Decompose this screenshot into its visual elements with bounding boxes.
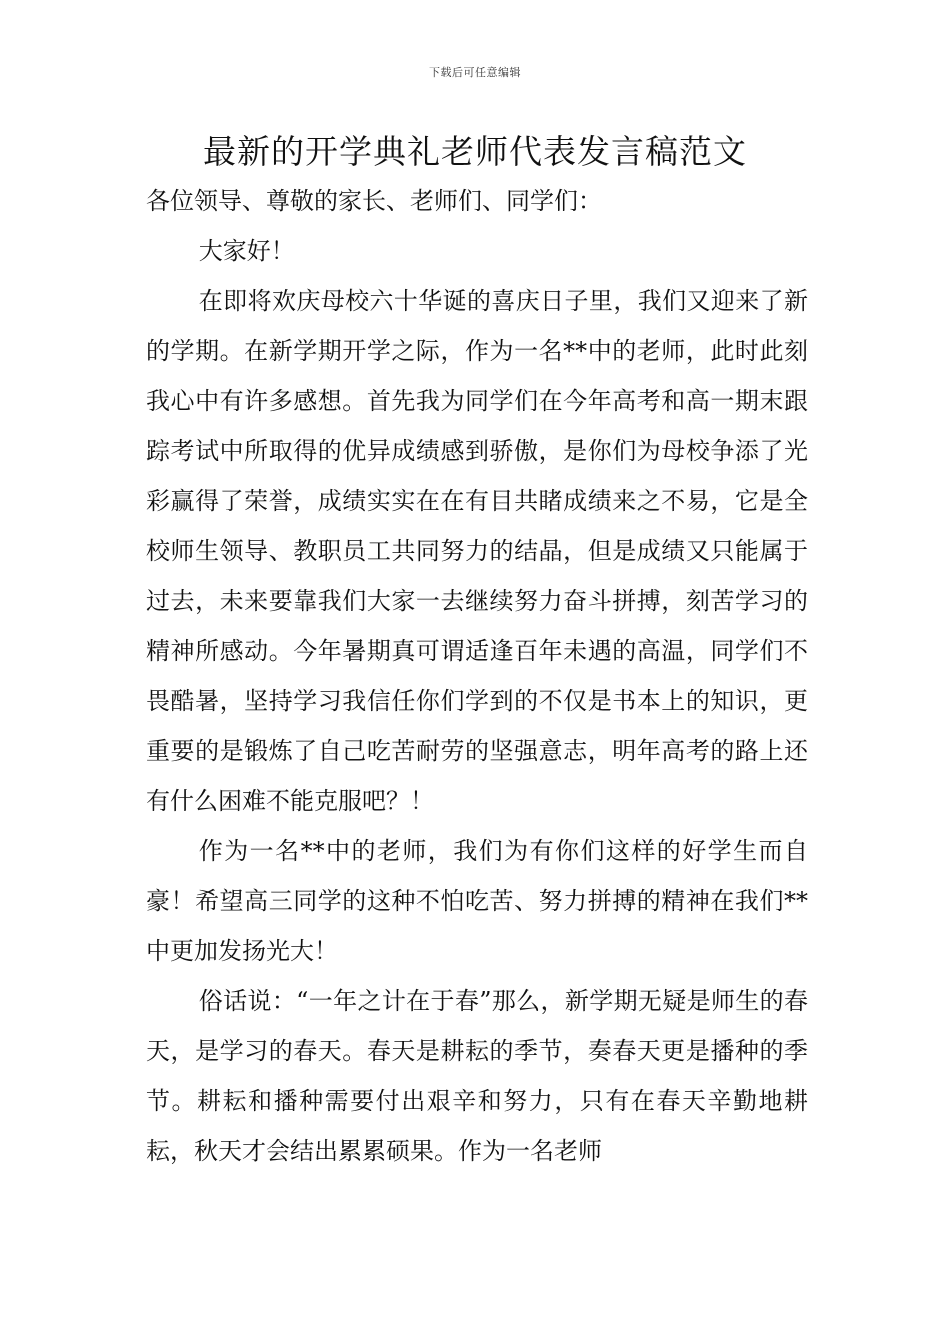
salutation-paragraph: 各位领导、尊敬的家长、老师们、同学们： xyxy=(146,187,602,215)
body-paragraph: 在即将欢庆母校六十华诞的喜庆日子里，我们又迎来了新的学期。在新学期开学之际，作为一名**中的老师，此时此刻我心中有许多感想。首先我为同学们在今年高考和高一期末跟踪考试中所取得的优异成绩感到骄傲，是你们为母校争添了光彩赢得了荣誉，成绩实实在在有目共睹成绩来之不易，它是全校师生领导、教职员工共同努力的结晶，但是成绩又只能属于过去，未来要靠我们大家一去继续努力奋斗拼搏，刻苦学习的精神所感动。今年暑期真可谓适逢百年未遇的高温，同学们不畏酷暑，坚持学习我信任你们学到的不仅是书本上的知识，更重要的是锻炼了自己吃苦耐劳的坚强意志，明年高考的路上还有什么困难不能克服吧？！ xyxy=(146,287,808,815)
greeting-paragraph: 大家好！ xyxy=(198,237,295,265)
body-paragraph: 作为一名**中的老师，我们为有你们这样的好学生而自豪！希望高三同学的这种不怕吃苦、努力拼搏的精神在我们**中更加发扬光大！ xyxy=(146,837,808,965)
document-body xyxy=(146,176,808,1176)
body-paragraph: 俗话说：“一年之计在于春”那么，新学期无疑是师生的春天，是学习的春天。春天是耕耘的季节，奏春天更是播种的季节。耕耘和播种需要付出艰辛和努力，只有在春天辛勤地耕耘，秋天才会结出累累硕果。作为一名老师 xyxy=(146,987,808,1165)
header-note: 下载后可任意编辑 xyxy=(429,66,521,79)
document-title: 最新的开学典礼老师代表发言稿范文 xyxy=(203,132,747,171)
